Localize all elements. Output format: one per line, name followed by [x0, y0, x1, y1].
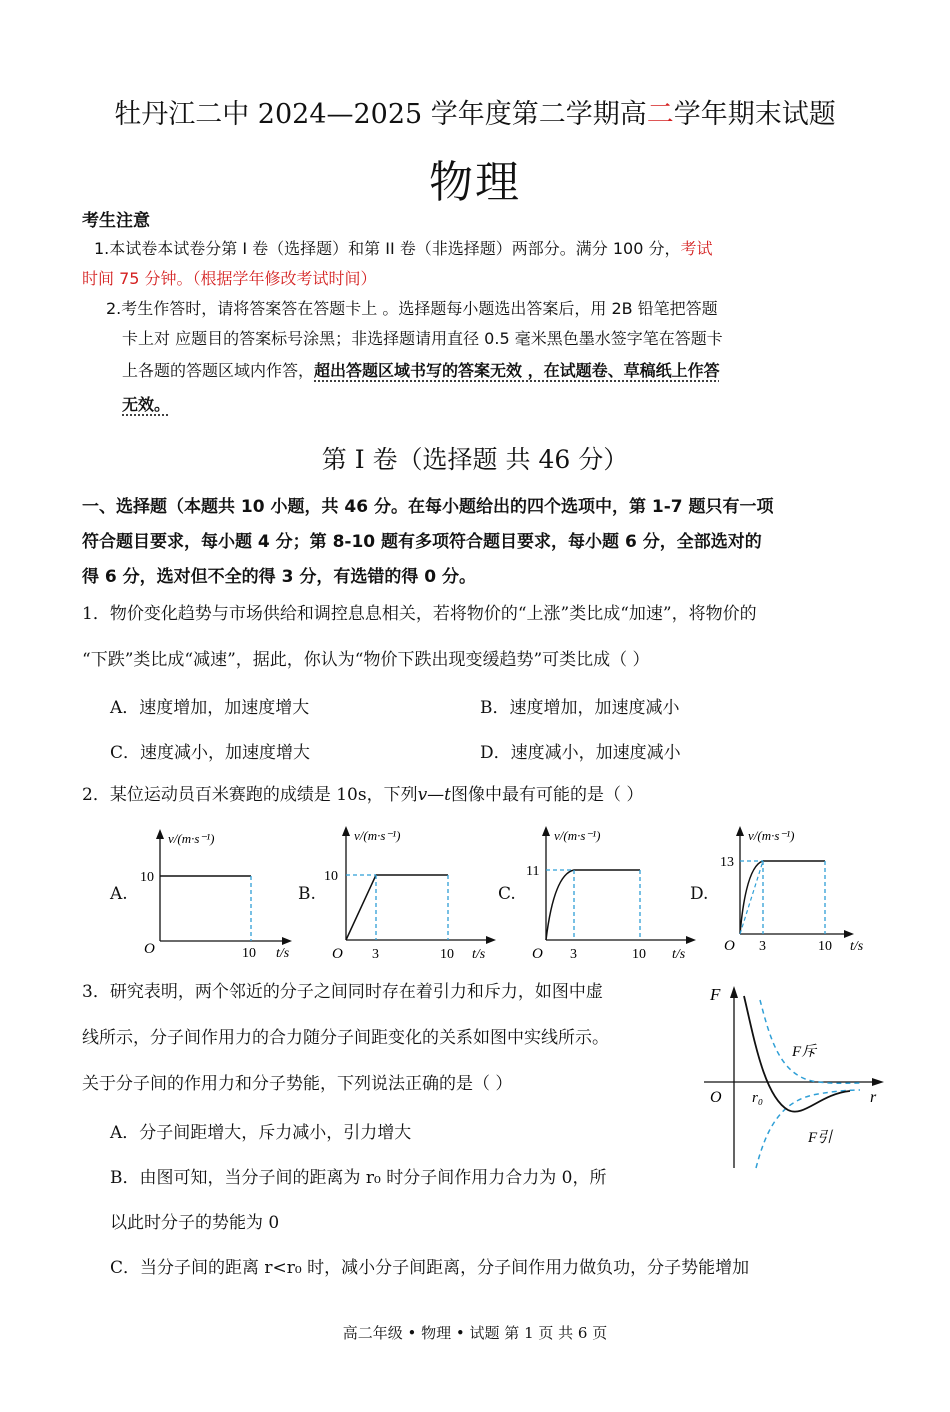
notice-item1-red-a: 考试 [680, 239, 713, 258]
q3-option-b-line2: 以此时分子的势能为 0 [110, 1213, 280, 1233]
vt-graph-d [716, 822, 892, 968]
dash-diagonal [740, 861, 763, 934]
part-instructions [82, 490, 774, 595]
v-tick: 11 [526, 864, 540, 879]
notice-item2-line3-bold: 超出答题区域书写的答案无效 ，在试题卷、草稿纸上作答 [314, 361, 720, 380]
f-repel-label: F斥 [792, 1044, 817, 1060]
q1-option-d: D．速度减小，加速度减小 [480, 743, 681, 763]
velocity-line [346, 875, 448, 940]
x-label: t/s [472, 947, 486, 962]
q3-option-c: C．当分子间的距离 r<r₀ 时，减小分子间距离，分子间作用力做负功，分子势能增加 [110, 1258, 750, 1278]
q1-option-a: A．速度增加，加速度增大 [110, 698, 310, 718]
q2-label-c: C. [498, 884, 516, 904]
exam-title [0, 92, 950, 131]
notice-heading: 考生注意 [82, 211, 150, 231]
y-label: v/(m·s⁻¹) [168, 831, 215, 846]
x-axis-arrow [486, 936, 496, 944]
q3-option-a: A．分子间距增大，斥力减小，引力增大 [110, 1123, 412, 1143]
v-tick: 10 [324, 869, 338, 884]
origin-label: O [724, 938, 735, 954]
t1-tick: 3 [372, 947, 379, 962]
f-axis-arrow [730, 986, 738, 998]
v-tick: 10 [140, 870, 154, 885]
r0-label: r₀ [752, 1090, 764, 1106]
section-title: 第 I 卷（选择题 共 46 分） [321, 445, 629, 474]
part-line-1: 一、选择题（本题共 10 小题，共 46 分。在每小题给出的四个选项中，第 1-7 题只有一项 [82, 497, 774, 517]
page-footer: 高二年级 • 物理 • 试题 第 1 页 共 6 页 [342, 1324, 608, 1342]
notice-item2-line3-plain: 上各题的答题区域内作答， [122, 361, 315, 380]
vt-graph-a [132, 825, 302, 965]
q2-label-b: B. [298, 884, 316, 904]
q1-option-b: B．速度增加，加速度减小 [480, 698, 680, 718]
origin-label: O [144, 941, 155, 957]
q2-label-d: D. [690, 884, 709, 904]
f-attract-label: F引 [808, 1130, 833, 1146]
attraction-curve [756, 1090, 860, 1168]
t2-tick: 10 [632, 947, 646, 962]
r-label: r [870, 1089, 877, 1106]
notice-item-2 [106, 294, 876, 422]
notice-item1-text: 1.本试卷本试卷分第 I 卷（选择题）和第 II 卷（非选择题）两部分。满分 100 分， [94, 239, 681, 258]
t1-tick: 3 [759, 939, 766, 954]
y-axis-arrow [542, 826, 550, 836]
q2-stem-vt: v—t [417, 785, 452, 805]
part-line-2: 符合题目要求，每小题 4 分；第 8-10 题有多项符合题目要求，每小题 6 分，全部选对的 [82, 532, 762, 552]
notice-item2-line4-bold: 无效。 [122, 395, 171, 414]
vt-graph-c [522, 822, 700, 968]
velocity-curve [546, 870, 640, 940]
x-axis-arrow [844, 930, 854, 938]
notice-item1-red-b: 时间 75 分钟。（根据学年修改考试时间） [82, 269, 377, 288]
y-label: v/(m·s⁻¹) [354, 828, 401, 843]
repulsion-curve [760, 1000, 860, 1083]
x-label: t/s [672, 947, 686, 962]
title-part1: 牡丹江二中 2024—2025 学年度第二学期高 [114, 99, 647, 130]
part-line-3: 得 6 分，选对但不全的得 3 分，有选错的得 0 分。 [82, 567, 476, 587]
subject-title: 物理 [429, 157, 521, 208]
f-label: F [710, 985, 721, 1004]
y-label: v/(m·s⁻¹) [554, 828, 601, 843]
x-axis-arrow [282, 937, 292, 945]
origin-label: O [532, 946, 543, 962]
q2-stem-before: 2．某位运动员百米赛跑的成绩是 10s，下列 [82, 785, 418, 805]
y-axis-arrow [156, 829, 164, 839]
q1-option-c: C．速度减小，加速度增大 [110, 743, 311, 763]
t2-tick: 10 [440, 947, 454, 962]
q2-stem-after: 图像中最有可能的是（ ） [451, 785, 644, 805]
q2-stem [82, 783, 643, 807]
v-tick: 13 [720, 855, 734, 870]
q1-line-1: 1．物价变化趋势与市场供给和调控息息相关，若将物价的“上涨”类比成“加速”，将物价的 [82, 604, 757, 624]
t-tick: 10 [242, 946, 256, 961]
origin-label: O [332, 946, 343, 962]
title-grade-red: 二 [646, 99, 674, 130]
x-label: t/s [850, 939, 864, 954]
y-axis-arrow [736, 826, 744, 836]
vt-graph-b [322, 822, 500, 968]
title-part2: 学年期末试题 [673, 99, 836, 130]
notice-item2-line1: 2.考生作答时，请将答案答在答题卡上 。选择题每小题选出答案后，用 2B 铅笔把答题 [106, 299, 718, 318]
origin-label: O [710, 1089, 722, 1106]
velocity-curve [740, 861, 825, 934]
q3-option-b-line1: B．由图可知，当分子间的距离为 r₀ 时分子间作用力合力为 0，所 [110, 1168, 607, 1188]
q3-line-1: 3．研究表明，两个邻近的分子之间同时存在着引力和斥力，如图中虚 [82, 982, 603, 1002]
x-axis-arrow [686, 936, 696, 944]
t1-tick: 3 [570, 947, 577, 962]
notice-item-1 [82, 234, 872, 294]
r-axis-arrow [872, 1078, 884, 1086]
q3-line-2: 线所示，分子间作用力的合力随分子间距变化的关系如图中实线所示。 [82, 1028, 609, 1048]
t2-tick: 10 [818, 939, 832, 954]
x-label: t/s [276, 946, 290, 961]
y-label: v/(m·s⁻¹) [748, 828, 795, 843]
notice-item2-line2: 卡上对 应题目的答案标号涂黑；非选择题请用直径 0.5 毫米黑色墨水签字笔在答题卡 [122, 329, 723, 348]
q1-line-2: “下跌”类比成“减速”，据此，你认为“物价下跌出现变缓趋势”可类比成（ ） [82, 650, 650, 670]
y-axis-arrow [342, 826, 350, 836]
q3-line-3: 关于分子间的作用力和分子势能，下列说法正确的是（ ） [82, 1074, 513, 1094]
q2-label-a: A. [110, 884, 128, 904]
molecular-force-graph [700, 978, 890, 1178]
